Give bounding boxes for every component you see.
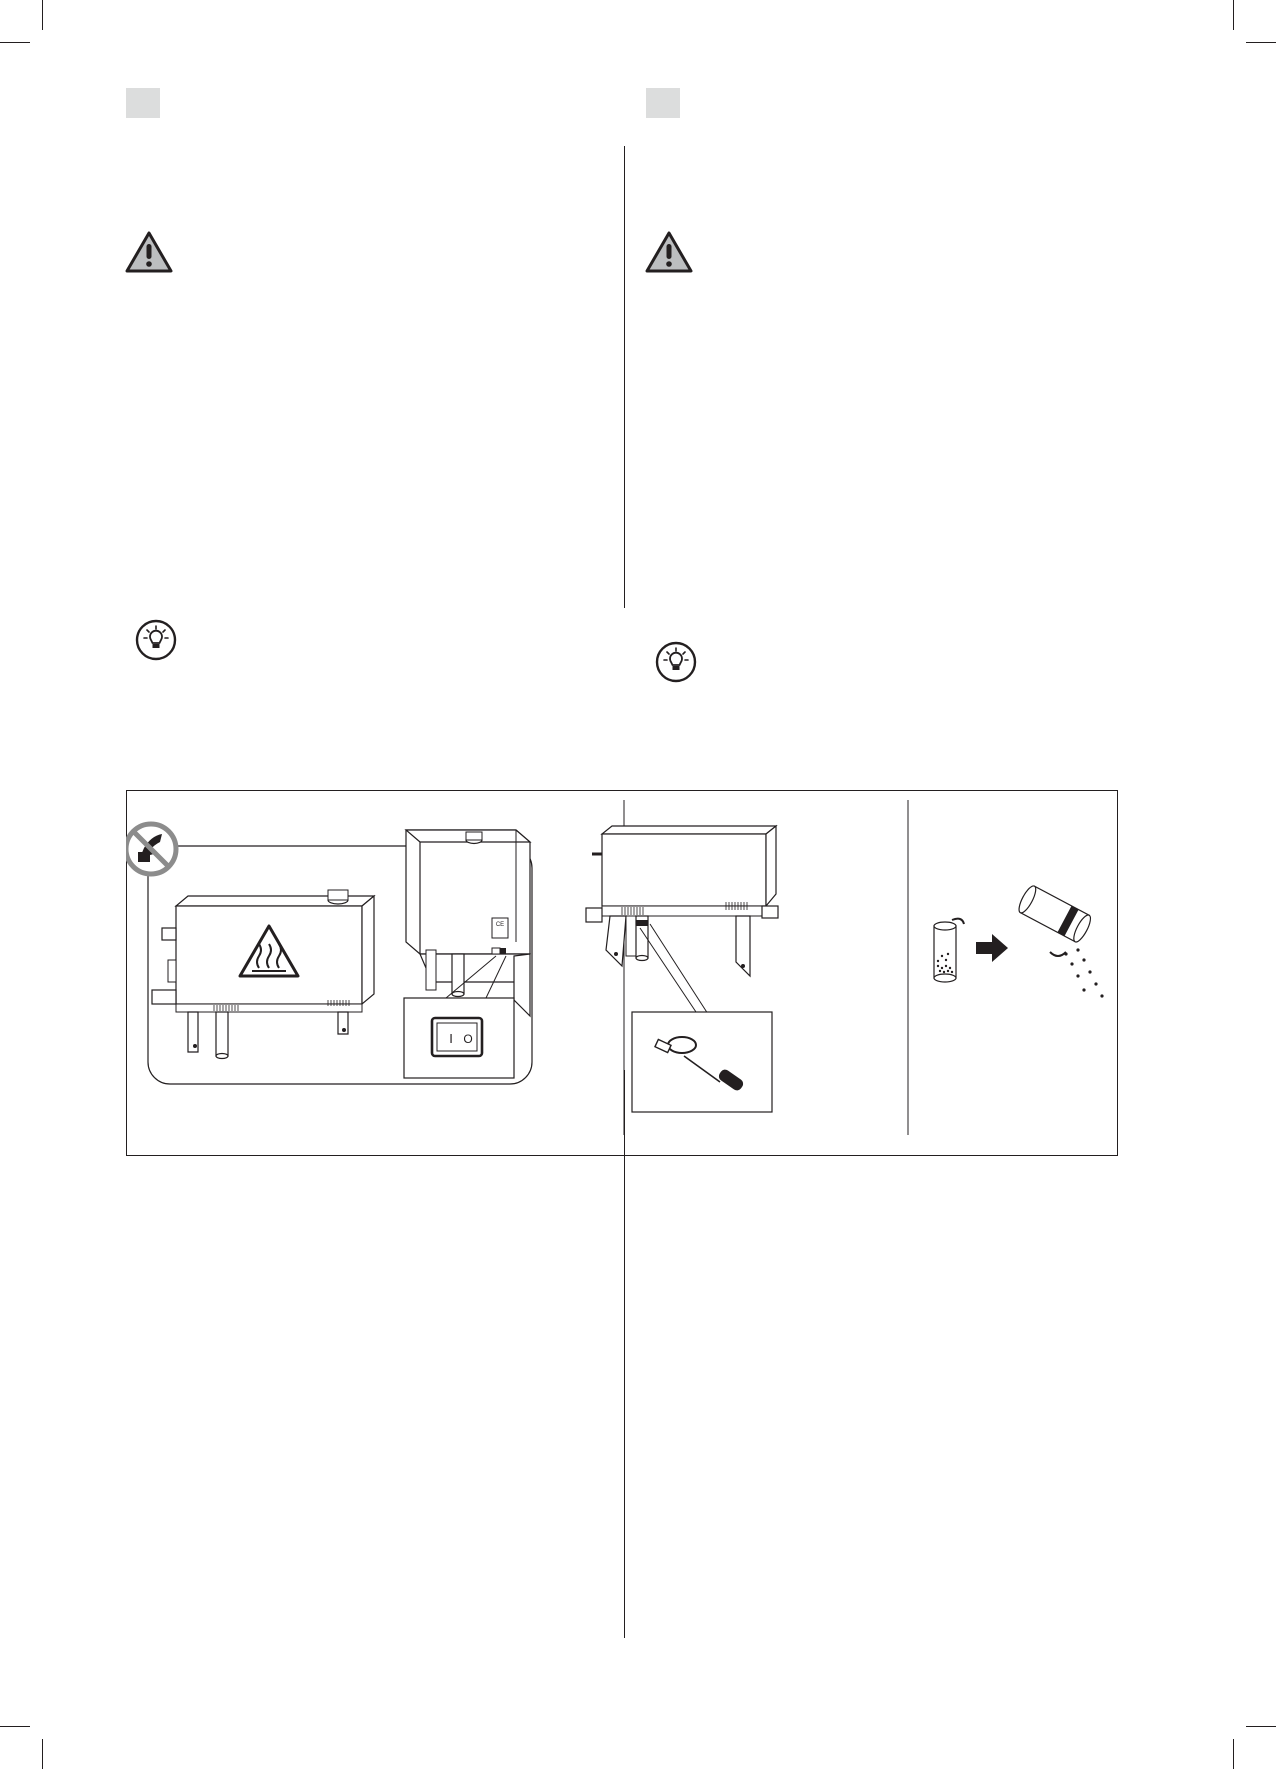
lightbulb-tip-icon	[654, 640, 698, 684]
crop-mark	[1233, 1739, 1234, 1769]
crop-mark	[1246, 1726, 1276, 1727]
power-switch-figure	[404, 830, 530, 1078]
crop-mark	[1246, 42, 1276, 43]
crop-mark	[1233, 0, 1234, 30]
switch-on-symbol: I	[449, 1031, 453, 1046]
section-badge-right	[646, 88, 680, 118]
crop-mark	[0, 42, 30, 43]
warning-triangle-icon	[644, 230, 694, 274]
ce-mark-label: CE	[495, 922, 505, 928]
crop-mark	[42, 0, 43, 30]
lightbulb-tip-icon	[134, 618, 178, 662]
hose-clamp-figure	[586, 826, 778, 1112]
warning-triangle-icon	[124, 230, 174, 274]
illustration-artwork	[126, 790, 1118, 1156]
crop-mark	[42, 1739, 43, 1769]
crop-mark	[0, 1726, 30, 1727]
cartridge-emptying-figure	[934, 884, 1104, 998]
switch-off-symbol: O	[463, 1032, 473, 1046]
column-divider-top	[624, 146, 625, 608]
right-arrow-icon	[976, 934, 1008, 962]
do-not-touch-icon	[126, 824, 176, 874]
section-badge-left	[126, 88, 160, 118]
